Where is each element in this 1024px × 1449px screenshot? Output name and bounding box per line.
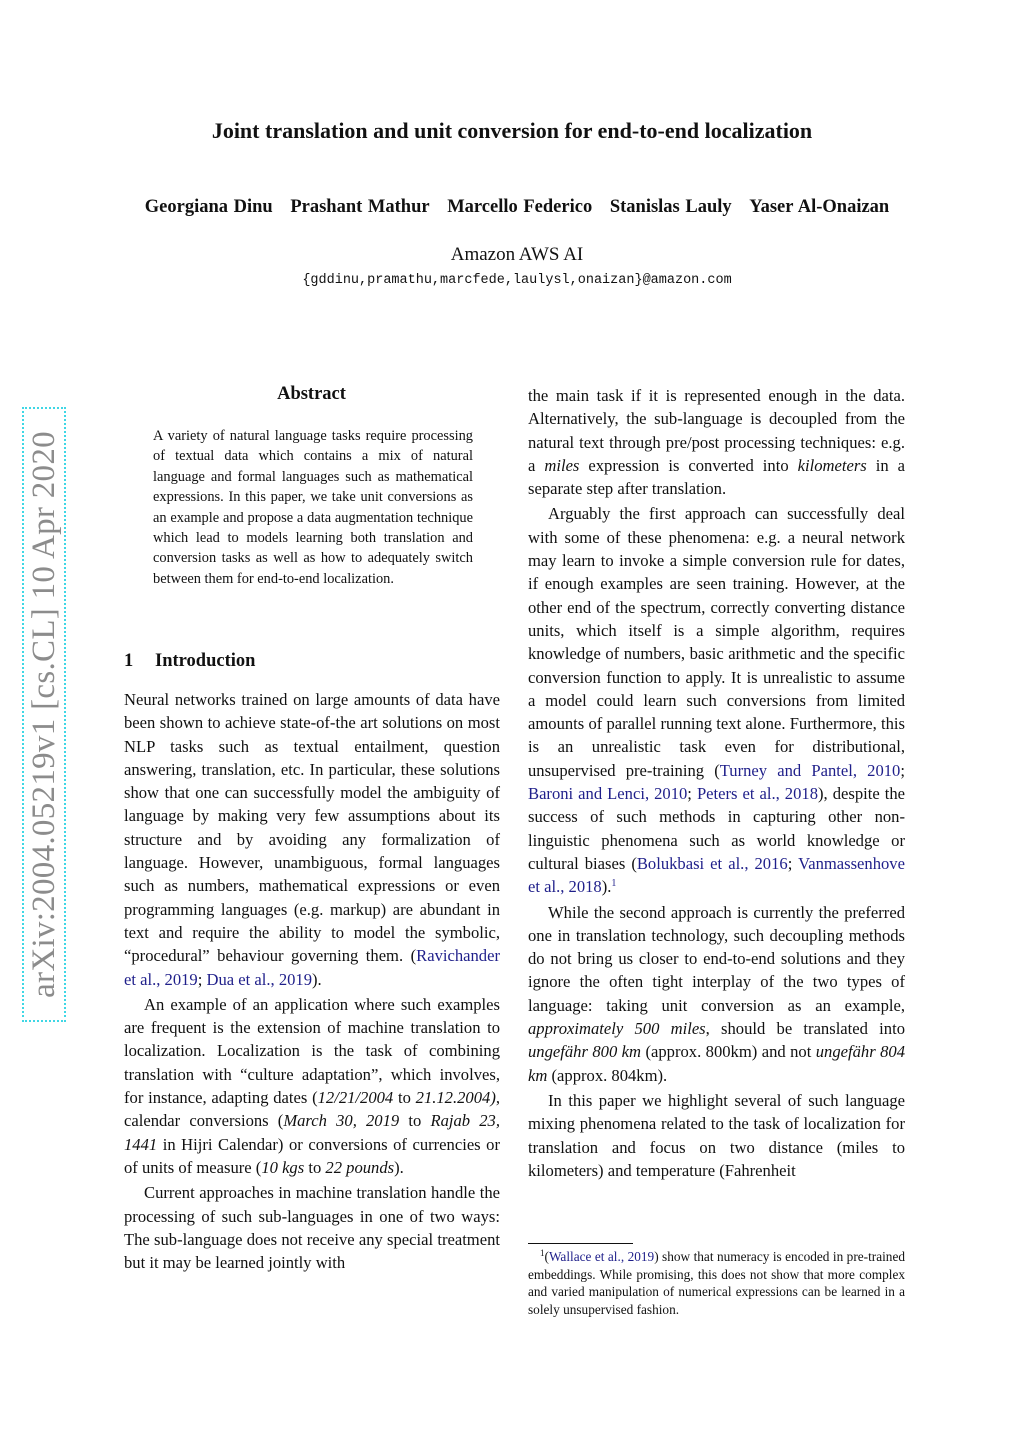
footnote — [528, 1248, 905, 1318]
paragraph-text: ). — [394, 1157, 404, 1177]
footnote-text: ( — [544, 1249, 549, 1264]
paragraph-text: Arguably the first approach can successfully deal with some of these phenomena: e.g. a neural network may learn to invoke a simple conversion rule for dates, if enough examples are seen training. However, at the other end of the spectrum, correctly converting distance units, which itself is a simple algorithm, requires knowledge of numbers, basic arithmetic and the specific conversion function to apply. It is unrealistic to assume a model could learn such conversions from limited amounts of parallel running text alone. Furthermore, this is an unrealistic task even for distributional, unsupervised pre-training ( — [528, 504, 905, 780]
left-column — [124, 688, 500, 1274]
paragraph-text: to — [393, 1088, 416, 1108]
paragraph-text: to — [399, 1111, 431, 1131]
footnote-text: ) show that numeracy is encoded in pre-trained embeddings. While promising, this does not show that more complex and varied manipulation of numerical expressions can be learned in a solely unsupervised fashion. — [528, 1249, 905, 1317]
citation-link[interactable]: Bolukbasi et al., 2016 — [636, 853, 788, 873]
section-number: 1 — [124, 651, 134, 671]
paragraph-text: in a separate step after translation. — [528, 455, 906, 499]
author-list — [0, 197, 1024, 218]
paragraph-text: ; — [687, 784, 697, 804]
citation-link[interactable]: Vanmassenhove et al., 2018 — [528, 853, 905, 897]
paragraph-text: to — [304, 1157, 326, 1177]
paragraph-text: An example of an application where such examples are frequent is the extension of machine translation to localization. Localization is the task of combining translation with “culture adaptation”, which involves, for instance, adapting dates ( — [124, 994, 500, 1108]
affiliation: Amazon AWS AI — [450, 244, 584, 265]
paragraph-text: Neural networks trained on large amounts of data have been shown to achieve state-of-the art solutions on most NLP tasks such as textual entailment, question answering, translation, etc. In particular, these solutions show that one can successfully model the ambiguity of language by making very few assumptions about its structure and by avoiding any formalization of language. However, unambiguous, formal languages such as numbers, mathematical expressions or even programming languages (e.g. markup) are abundant in text and require the ability to model the symbolic, “procedural” behaviour governing them. ( — [124, 690, 500, 966]
author-name: Georgiana Dinu — [144, 197, 273, 217]
citation-link[interactable]: Peters et al., 2018 — [696, 784, 818, 804]
author-name: Marcello Federico — [447, 197, 593, 217]
section-title: Introduction — [155, 651, 256, 671]
paragraph-text: expression is converted into — [579, 455, 798, 475]
paragraph: Current approaches in machine translation handle the processing of such sub-languages in one of two ways: The sub-language does not receive any special treatment but it may be learned jointly with — [124, 1183, 500, 1273]
paragraph — [124, 993, 500, 1179]
paragraph-text: in Hijri Calendar) or conversions of currencies or of units of measure ( — [124, 1134, 500, 1177]
paragraph-text: , should be translated into — [705, 1019, 905, 1039]
footnote-marker[interactable]: 1 — [611, 878, 617, 890]
author-name: Prashant Mathur — [290, 197, 430, 217]
emphasis: 22 pounds — [325, 1157, 395, 1177]
emphasis: March 30, 2019 — [283, 1111, 400, 1131]
paragraph-text: ). — [312, 969, 322, 989]
section-heading-introduction — [124, 651, 255, 672]
paragraph-text: ; — [197, 969, 207, 989]
footnote-divider — [528, 1243, 633, 1244]
paragraph-text: , calendar conversions ( — [124, 1088, 500, 1131]
paragraph — [528, 384, 905, 500]
emphasis: kilometers — [797, 455, 867, 475]
footnote-number: 1 — [540, 1248, 545, 1258]
abstract-text: A variety of natural language tasks require processing of textual data which contains a mix of natural language and formal languages such as mathematical expressions. In this paper, we take unit conversions as an example and propose a data augmentation technique which lead to models learning both translation and conversion tasks as well as how to adequately switch between them for end-to-end localization. — [153, 428, 473, 587]
paragraph-text: (approx. 804km). — [547, 1065, 668, 1085]
paragraph — [124, 688, 500, 991]
author-name: Yaser Al-Onaizan — [749, 197, 890, 217]
abstract-heading: Abstract — [277, 384, 346, 404]
author-name: Stanislas Lauly — [609, 197, 732, 217]
paragraph-text: ; — [900, 760, 905, 780]
emphasis: Rajab 23, 1441 — [124, 1111, 500, 1154]
paragraph-text: the main task if it is represented enough in the data. Alternatively, the sub-language is decoupled from the natural text through pre/post processing techniques: e.g. a — [528, 386, 905, 475]
paragraph-text: ). — [601, 877, 612, 897]
paragraph — [528, 901, 905, 1087]
paragraph-text: ), despite the success of such methods in capturing other non-linguistic phenomena such as world knowledge or cultural biases ( — [528, 784, 905, 873]
emphasis: ungefähr 804 km — [528, 1042, 905, 1085]
emphasis: 12/21/2004 — [317, 1088, 394, 1108]
author-emails: {gddinu,pramathu,marcfede,laulysl,onaizan}@amazon.com — [302, 273, 732, 288]
citation-link[interactable]: Ravichander et al., 2019 — [124, 946, 500, 989]
emphasis: 21.12.2004) — [415, 1088, 496, 1108]
paragraph: In this paper we highlight several of such language mixing phenomena related to the task of localization for translation and focus on two distance (miles to kilometers) and temperature (Fahrenheit — [528, 1090, 905, 1180]
emphasis: approximately 500 miles — [528, 1019, 706, 1039]
paragraph-text: ; — [787, 853, 799, 873]
citation-link[interactable]: Turney and Pantel, 2010 — [719, 760, 901, 780]
arxiv-identifier-stamp: arXiv:2004.05219v1 [cs.CL] 10 Apr 2020 — [22, 407, 66, 1022]
emphasis: ungefähr 800 km — [528, 1042, 642, 1062]
paper-title: Joint translation and unit conversion for end-to-end localization — [211, 118, 813, 143]
paragraph-text: (approx. 800km) and not — [641, 1042, 816, 1062]
citation-link[interactable]: Baroni and Lenci, 2010 — [528, 784, 688, 804]
right-column — [528, 384, 905, 1182]
citation-link[interactable]: Wallace et al., 2019 — [548, 1249, 655, 1264]
emphasis: miles — [544, 455, 580, 475]
citation-link[interactable]: Dua et al., 2019 — [206, 969, 313, 989]
emphasis: 10 kgs — [261, 1157, 305, 1177]
paragraph-text: While the second approach is currently the preferred one in translation technology, such decoupling methods do not bring us closer to end-to-end solutions and they ignore the often tight interplay of the two types of language: taking unit conversion as an example, — [528, 902, 905, 1015]
paragraph — [528, 502, 905, 898]
